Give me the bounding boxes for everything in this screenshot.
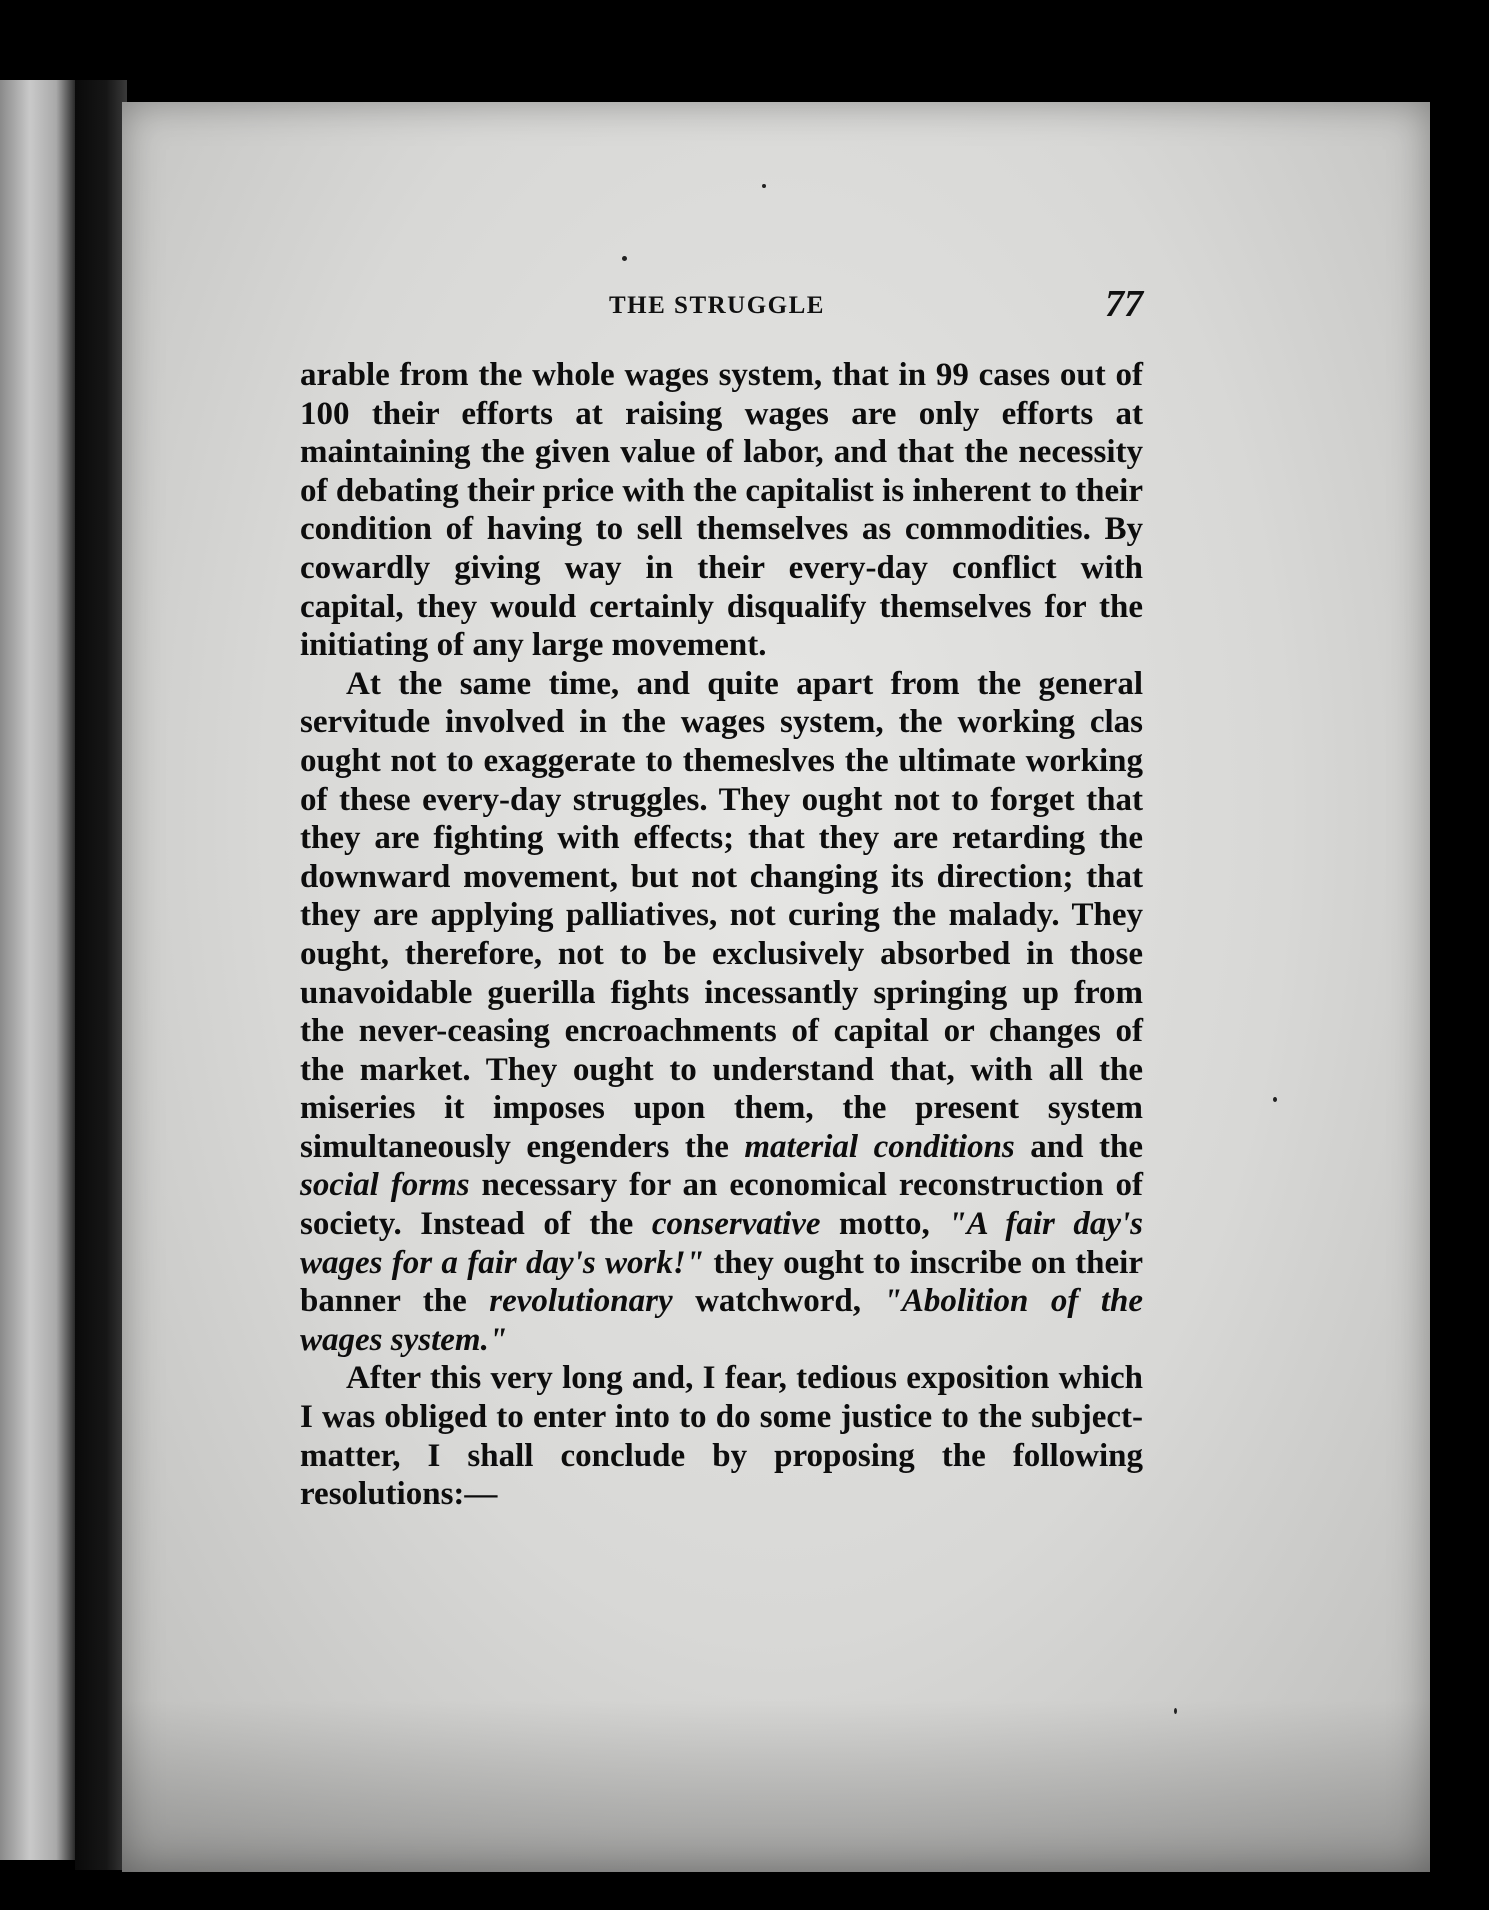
dust-speck bbox=[1273, 1097, 1277, 1102]
page-shadow bbox=[122, 1700, 1430, 1872]
text-run: watchword, bbox=[672, 1283, 884, 1320]
text-run: they ought to inscribe on their banner the bbox=[300, 1244, 1143, 1320]
paragraph bbox=[300, 665, 1143, 1360]
book-gutter bbox=[75, 80, 127, 1870]
facing-page-edge bbox=[0, 80, 75, 1860]
paragraph: After this very long and, I fear, tedious exposition which I was obliged to enter into to do some justice to the subject-matter, I shall conclude by proposing the following resolutions:— bbox=[300, 1360, 1143, 1513]
running-head: THE STRUGGLE bbox=[609, 292, 825, 319]
italic-text: social forms bbox=[300, 1167, 470, 1204]
paragraph: arable from the whole wages system, that in 99 cases out of 100 their efforts at raising wages are only efforts at maintaining the given value of labor, and that the necessity of debating their price with the capitalist is inherent to their condition of having to sell themselves as commodities. By cowardly giving way in their every-day conflict with capital, they would certainly disqualify themselves for the initiating of any large movement. bbox=[300, 357, 1143, 664]
italic-text: material conditions bbox=[744, 1128, 1015, 1165]
dust-speck bbox=[1174, 1708, 1177, 1714]
italic-text: "Abolition of the wages system." bbox=[300, 1283, 1144, 1358]
page-header bbox=[300, 282, 1143, 332]
text-run: motto, bbox=[820, 1206, 949, 1243]
text-run: necessary for an economical reconstruction of society. Instead of the bbox=[300, 1167, 1143, 1243]
italic-text: revolutionary bbox=[489, 1283, 673, 1320]
italic-text: conservative bbox=[651, 1206, 821, 1243]
dust-speck bbox=[762, 184, 766, 188]
text-run: and the bbox=[1014, 1128, 1143, 1165]
italic-text: "A fair day's wages for a fair day's work!" bbox=[300, 1206, 1144, 1281]
text-run: At the same time, and quite apart from the general servitude involved in the wages system, the working clas ought not to exaggerate to themeslves the ultimate working of these every-day struggles. They ought not to forget that they are fighting with effects; that they are retarding the downward movement, but not changing its direction; that they are applying palliatives, not curing the malady. They ought, therefore, not to be exclusively absorbed in those unavoidable guerilla fights incessantly springing up from the never-ceasing encroachments of capital or changes of the market. They ought to understand that, with all the miseries it imposes upon them, the present system simultaneously engenders the bbox=[300, 665, 1143, 1165]
body-text bbox=[300, 356, 1143, 1514]
page-number: 77 bbox=[1105, 283, 1143, 325]
dust-speck bbox=[622, 256, 627, 261]
